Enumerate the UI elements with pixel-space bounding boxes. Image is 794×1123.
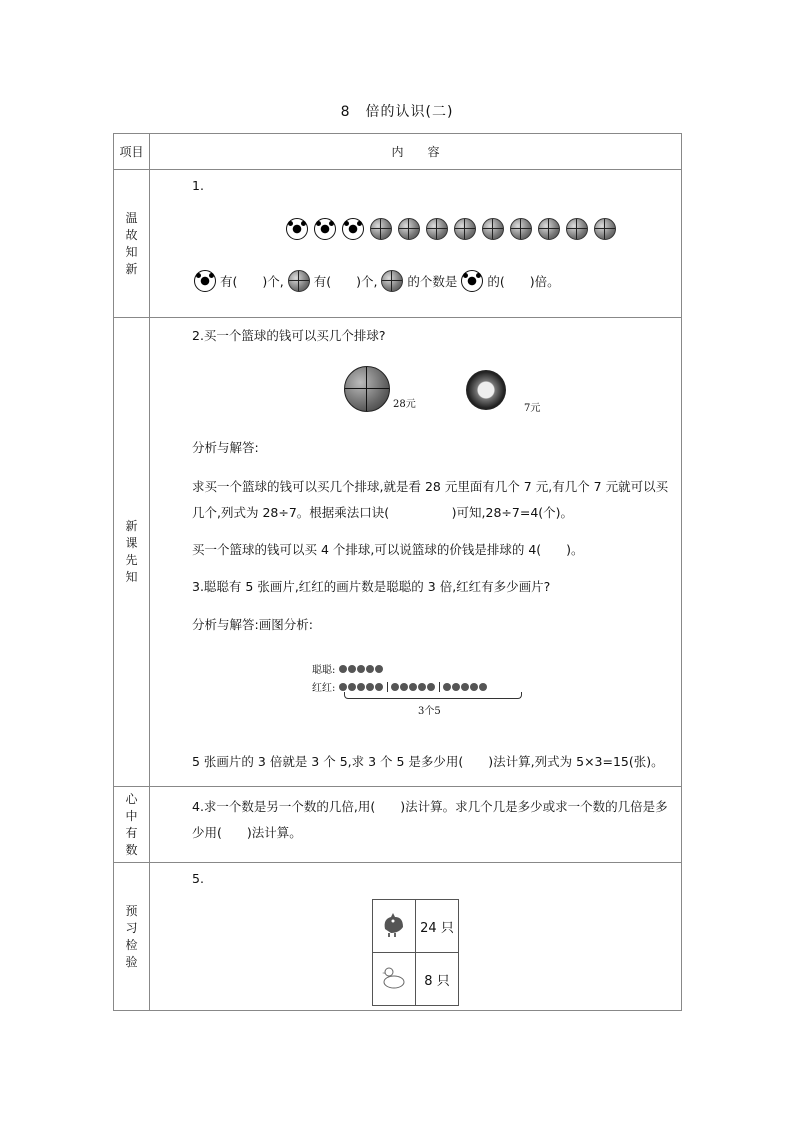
congcong-row: 聪聪: [312,661,384,676]
picture-card-dot [479,683,487,691]
soccer-ball-icon [314,218,336,240]
basketball-icon [454,218,476,240]
q5-number: 5. [192,871,204,886]
q4-line2: 少用( )法计算。 [192,825,302,840]
q2-analysis-line1: 求买一个篮球的钱可以买几个排球,就是看 28 元里面有几个 7 元,有几个 7 元就可以买 [192,479,669,494]
picture-card-dot [461,683,469,691]
picture-card-dot [443,683,451,691]
page-title: 8 倍的认识(二) [340,104,454,120]
q3-conclusion: 5 张画片的 3 倍就是 3 个 5,求 3 个 5 是多少用( )法计算,列式为 5×3=15(张)。 [192,754,664,769]
rooster-icon [373,900,416,953]
basketball-icon [426,218,448,240]
basketball-icon [344,366,390,412]
honghong-row: 红红: [312,679,488,694]
new-lesson-label: 新 课 先 知 [114,318,150,787]
q3-text: 3.聪聪有 5 张画片,红红的画片数是聪聪的 3 倍,红红有多少画片? [192,579,551,594]
group-divider [439,682,440,692]
table-row [373,900,459,953]
table-row [373,953,459,1006]
brace [344,692,522,699]
volleyball-icon [466,370,506,410]
review-row [114,170,682,318]
check-content [150,863,682,1011]
picture-card-dot [470,683,478,691]
soccer-ball-icon [342,218,364,240]
q2-analysis-line2: 几个,列式为 28÷7。根据乘法口诀( )可知,28÷7=4(个)。 [192,505,574,520]
basketball-icon [370,218,392,240]
volleyball-price: 7元 [524,403,541,414]
picture-card-dot [375,665,383,673]
check-label: 预 习 检 验 [114,863,150,1011]
picture-card-dot [375,683,383,691]
check-row [114,863,682,1011]
group-divider [387,682,388,692]
q1-question: 有( )个, 有( )个, 的个数是 的( )倍。 [194,270,560,292]
q2-text: 2.买一个篮球的钱可以买几个排球? [192,328,386,343]
q1-number: 1. [192,178,204,193]
picture-card-dot [418,683,426,691]
mind-row [114,787,682,863]
analysis-label: 分析与解答: [192,440,259,455]
basketball-icon [398,218,420,240]
duck-count: 8 只 [416,953,459,1006]
basketball-icon [510,218,532,240]
basketball-icon [566,218,588,240]
header-item: 项目 [114,134,150,170]
picture-card-dot [409,683,417,691]
soccer-ball-icon [461,270,483,292]
picture-card-dot [357,683,365,691]
rooster-count: 24 只 [416,900,459,953]
header-content: 内 容 [150,134,682,170]
picture-card-dot [366,665,374,673]
duck-icon [373,953,416,1006]
picture-card-dot [339,683,347,691]
picture-card-dot [452,683,460,691]
picture-card-dot [348,665,356,673]
picture-card-dot [366,683,374,691]
brace-label: 3个5 [418,706,441,717]
q2-conclusion: 买一个篮球的钱可以买 4 个排球,可以说篮球的价钱是排球的 4( )。 [192,542,584,557]
basketball-price: 28元 [393,399,416,410]
basketball-icon [288,270,310,292]
soccer-ball-icon [286,218,308,240]
new-lesson-content [150,318,682,787]
mind-content [150,787,682,863]
basketball-icon [381,270,403,292]
picture-card-dot [400,683,408,691]
basketball-icon [538,218,560,240]
q4-line1: 4.求一个数是另一个数的几倍,用( )法计算。求几个几是多少或求一个数的几倍是多 [192,799,668,814]
mind-label: 心 中 有 数 [114,787,150,863]
picture-card-dot [339,665,347,673]
review-content [150,170,682,318]
basketball-icon [594,218,616,240]
picture-card-dot [427,683,435,691]
lesson-table [113,133,682,1011]
analysis2-label: 分析与解答:画图分析: [192,617,313,632]
new-lesson-row [114,318,682,787]
soccer-ball-icon [194,270,216,292]
table-header [114,134,682,170]
picture-card-dot [357,665,365,673]
picture-card-dot [348,683,356,691]
basketball-icon [482,218,504,240]
animal-table [372,899,459,1006]
picture-card-dot [391,683,399,691]
ball-row [286,218,622,244]
review-label: 温 故 知 新 [114,170,150,318]
